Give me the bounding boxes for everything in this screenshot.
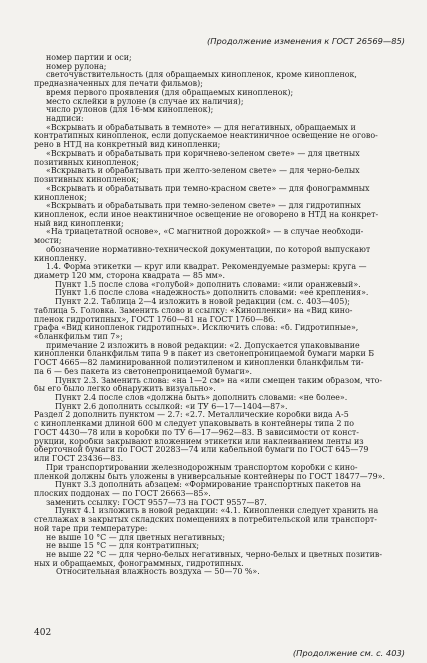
text-line: кинопленок; bbox=[34, 193, 87, 202]
text-line: Пункт 2.4 после слов «должна быть» дополнить словами: «не более». bbox=[55, 394, 348, 403]
text-line: Относительная влажность воздуха — 50—70 %». bbox=[56, 568, 260, 577]
text-line: «Вскрывать и обрабатывать в темноте» — для негативных, обращаемых и bbox=[46, 123, 356, 132]
text-line: «Вскрывать и обрабатывать при темно-красном свете» — для фонограммных bbox=[46, 184, 370, 193]
document-body bbox=[34, 54, 408, 577]
text-line: заменить ссылку: ГОСТ 9557—73 на ГОСТ 9557—87. bbox=[46, 498, 267, 507]
text-line: «бланкфильм тип 7»; bbox=[34, 333, 123, 341]
text-line: Пункт 3.3 дополнить абзацем: «Формирование транспортных пакетов на bbox=[55, 481, 362, 490]
text-line: номер партии и оси; bbox=[46, 54, 132, 62]
text-line: «Вскрывать и обрабатывать при желто-зеленом свете» — для черно-белых bbox=[46, 167, 360, 176]
text-line: кинопленок, если иное неактиничное освещение не оговорено в НТД на конкрет- bbox=[34, 210, 379, 219]
text-line: рукции, коробки закрывают вложением этикетки или наклеиванием ленты из bbox=[34, 437, 364, 446]
text-line: предназначенных для печати фильмов); bbox=[34, 80, 203, 89]
text-line: Пункт 1.5 после слова «голубой» дополнить словами: «или оранжевый». bbox=[55, 280, 361, 289]
text-line: Пункт 2.3. Заменить слова: «на 1—2 см» на «или смещен таким образом, что- bbox=[55, 376, 383, 385]
text-line: При транспортировании железнодорожным транспортом коробки с кино- bbox=[46, 463, 358, 472]
text-line: Пункт 2.6 дополнить ссылкой: «и ТУ 6—17—1404—87». bbox=[55, 402, 288, 411]
page-number: 402 bbox=[34, 628, 52, 638]
text-line: плоских поддонах — по ГОСТ 26663—85». bbox=[34, 489, 211, 498]
text-line: кинопленки бланкфильм типа 9 в пакет из светонепроницаемой бумаги марки Б bbox=[34, 350, 375, 359]
text-line: 1.4. Форма этикетки — круг или квадрат. Рекомендуемые размеры: круга — bbox=[46, 263, 367, 272]
text-line: светочувствительность (для обращаемых кинопленок, кроме кинопленок, bbox=[46, 71, 357, 80]
text-line: рено в НТД на конкретный вид кинопленки; bbox=[34, 141, 221, 150]
text-line: примечание 2 изложить в новой редакции: «2. Допускается упаковывание bbox=[46, 341, 360, 350]
text-line: место склейки в рулоне (в случае их наличия); bbox=[46, 97, 244, 106]
text-line: ных и обращаемых, фонограммных, гидротипных. bbox=[34, 559, 244, 568]
text-line: оберточной бумаги по ГОСТ 20283—74 или кабельной бумаги по ГОСТ 645—79 bbox=[34, 446, 369, 455]
page-header: (Продолжение изменения к ГОСТ 26569—85) bbox=[207, 36, 405, 46]
text-line: не выше 10 °С — для цветных негативных; bbox=[46, 533, 225, 542]
text-line: номер рулона; bbox=[46, 62, 107, 71]
text-line: таблица 5. Головка. Заменить слово и ссылку: «Кинопленки» на «Вид кино- bbox=[34, 306, 353, 315]
text-line: не выше 15 °С — для контратипных; bbox=[46, 542, 200, 551]
continuation-note: (Продолжение см. с. 403) bbox=[292, 648, 405, 658]
text-line: контратипных кинопленок, если допускаемое неактиничное освещение не огово- bbox=[34, 132, 378, 141]
text-line: или ГОСТ 23436—83. bbox=[34, 455, 124, 464]
text-line: бы его было легко обнаружить визуально». bbox=[34, 385, 216, 394]
text-line: Пункт 4.1 изложить в новой редакции: «4.1. Кинопленки следует хранить на bbox=[55, 507, 379, 516]
text-line: позитивных кинопленок; bbox=[34, 158, 139, 167]
text-line: графа «Вид кинопленок гидротипных». Исключить слова: «б. Гидротипные», bbox=[34, 324, 359, 333]
text-line: пленок гидротипных», ГОСТ 1760—81 на ГОСТ 1760—86. bbox=[34, 315, 276, 324]
text-line: с кинопленками длиной 600 м следует упаковывать в контейнеры типа 2 по bbox=[34, 420, 355, 429]
text-line: надписи: bbox=[46, 115, 84, 124]
text-line: Пункт 2.2. Таблица 2—4 изложить в новой редакции (см. с. 403—405); bbox=[55, 298, 350, 307]
text-line: па 6 — без пакета из светонепроницаемой бумаги». bbox=[34, 367, 253, 376]
text-line: «Вскрывать и обрабатывать при коричнево-зеленом свете» — для цветных bbox=[46, 149, 360, 158]
text-line: ный вид кинопленки; bbox=[34, 219, 124, 228]
text-line: кинопленку. bbox=[34, 254, 87, 263]
text-line: «На триацетатной основе», «С магнитной дорожкой» — в случае необходи- bbox=[46, 228, 364, 237]
text-line: Раздел 2 дополнить пунктом — 2.7: «2.7. Металлические коробки вида А-5 bbox=[34, 411, 349, 420]
text-line: Пункт 1.6 после слова «надежность» дополнить словами: «ее крепления». bbox=[55, 289, 369, 298]
text-line: пленкой должны быть уложены в универсальные контейнеры по ГОСТ 18477—79». bbox=[34, 472, 385, 481]
text-line: обозначение нормативно-технической документации, по которой выпускают bbox=[46, 245, 371, 254]
text-line: число рулонов (для 16-мм кинопленок); bbox=[46, 106, 214, 115]
text-line: «Вскрывать и обрабатывать при темно-зеленом свете» — для гидротипных bbox=[46, 202, 361, 211]
text-line: диаметр 120 мм, сторона квадрата — 85 мм». bbox=[34, 271, 226, 280]
text-line: мости; bbox=[34, 237, 62, 246]
text-line: ГОСТ 4665—82 ламинированной полиэтиленом и кинопленки бланкфильм ти- bbox=[34, 359, 364, 368]
text-line: время первого проявления (для обращаемых кинопленок); bbox=[46, 88, 294, 97]
text-line: стеллажах в закрытых складских помещениях в потребительской или транспорт- bbox=[34, 516, 377, 525]
text-line: ГОСТ 4430—78 или в коробки по ТУ 6—17—962—83. В зависимости от конст- bbox=[34, 428, 359, 437]
text-line: ной таре при температуре: bbox=[34, 524, 148, 533]
text-line: позитивных кинопленок; bbox=[34, 176, 139, 185]
text-line: не выше 22 °С — для черно-белых негативных, черно-белых и цветных позитив- bbox=[46, 550, 382, 559]
